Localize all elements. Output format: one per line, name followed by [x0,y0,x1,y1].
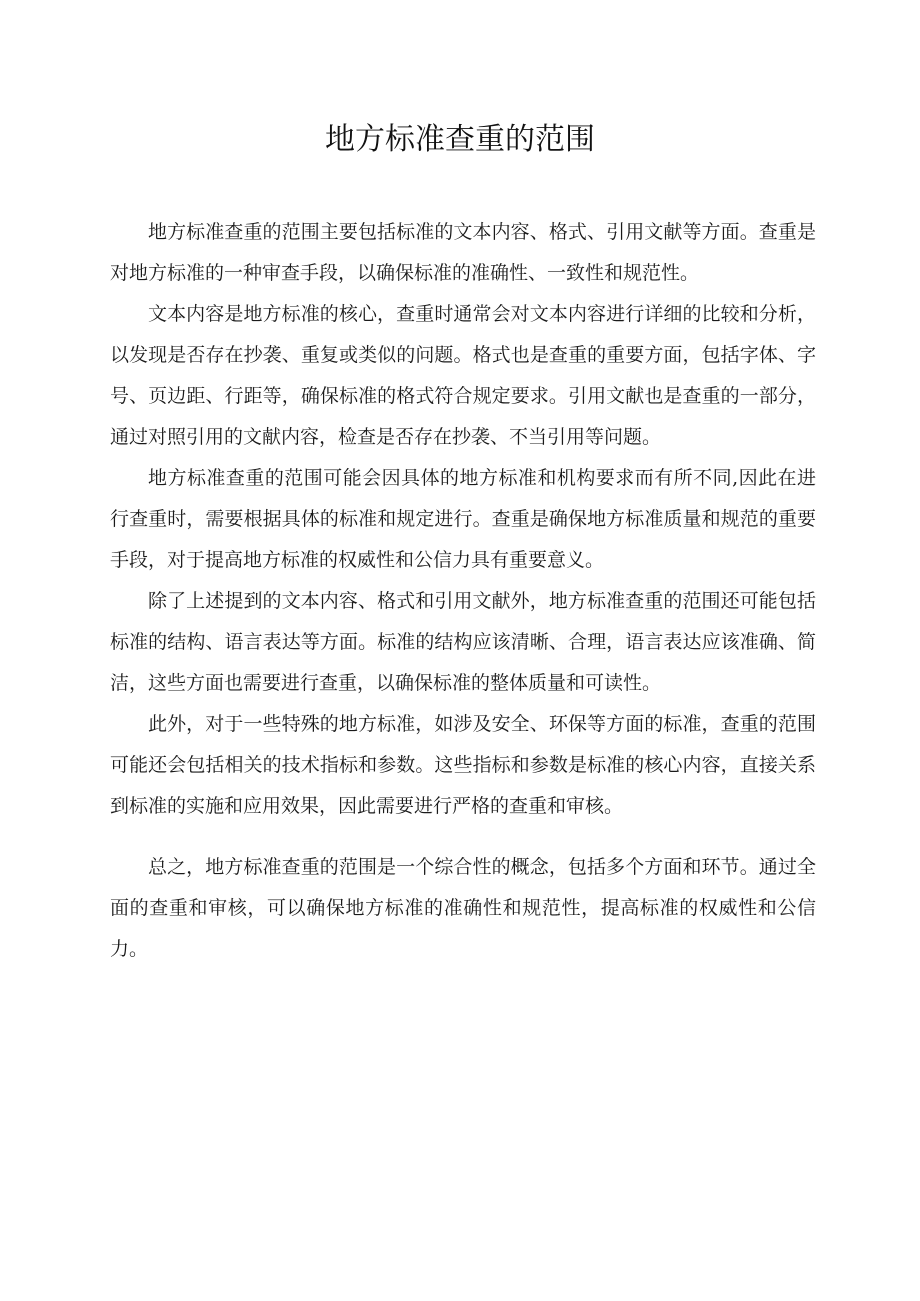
paragraph-structure-language: 除了上述提到的文本内容、格式和引用文献外，地方标准查重的范围还可能包括标准的结构、语言表达等方面。标准的结构应该清晰、合理，语言表达应该准确、简洁，这些方面也需要进行查重，以确保标准的整体质量和可读性。 [110,590,816,694]
paragraph-intro: 地方标准查重的范围主要包括标准的文本内容、格式、引用文献等方面。查重是对地方标准的一种审查手段，以确保标准的准确性、一致性和规范性。 [110,221,816,284]
paragraph-text-content: 文本内容是地方标准的核心，查重时通常会对文本内容进行详细的比较和分析，以发现是否存在抄袭、重复或类似的问题。格式也是查重的重要方面，包括字体、字号、页边距、行距等，确保标准的格式符合规定要求。引用文献也是查重的一部分，通过对照引用的文献内容，检查是否存在抄袭、不当引用等问题。 [110,303,816,448]
document-body [110,212,816,970]
paragraph-scope-variation: 地方标准查重的范围可能会因具体的地方标准和机构要求而有所不同,因此在进行查重时，需要根据具体的标准和规定进行。查重是确保地方标准质量和规范的重要手段，对于提高地方标准的权威性和公信力具有重要意义。 [110,467,816,571]
paragraph-conclusion: 总之，地方标准查重的范围是一个综合性的概念，包括多个方面和环节。通过全面的查重和审核，可以确保地方标准的准确性和规范性，提高标准的权威性和公信力。 [110,856,816,960]
paragraph-special-standards: 此外，对于一些特殊的地方标准，如涉及安全、环保等方面的标准，查重的范围可能还会包括相关的技术指标和参数。这些指标和参数是标准的核心内容，直接关系到标准的实施和应用效果，因此需要进行严格的查重和审核。 [110,713,816,817]
document-title: 地方标准查重的范围 [325,122,595,157]
